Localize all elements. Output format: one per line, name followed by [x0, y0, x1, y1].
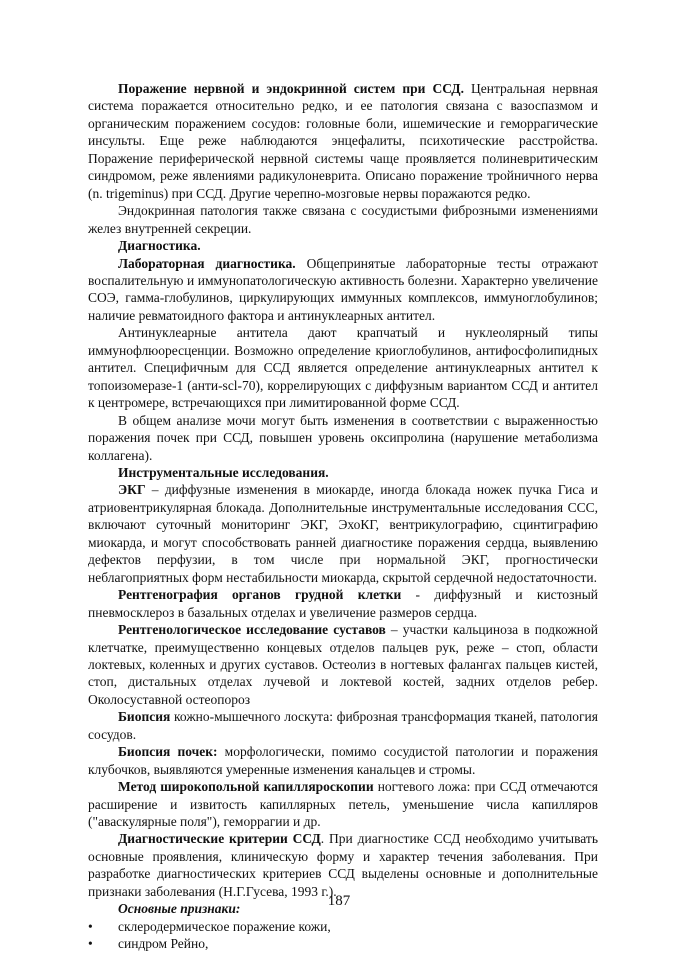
paragraph-heading: Рентгенологическое исследование суставов: [118, 622, 386, 638]
paragraph-text: – участки кальциноза в подкожной клетчатке, преимущественно концевых отделов пальцев рук, реже – стоп, области локтевых, коленных и других суставов. Остеолиз в ногтевых фалангах пальцев кистей, стоп, дистальных отделах лучевой и локтевой костей, задних отделов ребер. Околосуставной остеопороз: [88, 622, 598, 707]
bullet-list: [88, 918, 598, 953]
paragraph-heading: Рентгенография органов грудной клетки: [118, 587, 402, 603]
bullet-marker: •: [88, 936, 93, 952]
paragraph-text: Центральная нервная система поражается относительно редко, и ее патология связана с вазоспазмом и органическим поражением сосудов: головные боли, ишемические и геморрагические инсульты. Еще реже наблюдаются энцефалиты, психотические расстройства. Поражение периферической нервной системы чаще проявляется полиневритическим синдромом, реже явлениями радикулоневрита. Описано поражение тройничного нерва (n. trigeminus) при ССД. Другие черепно-мозговые нервы поражаются редко.: [88, 81, 599, 201]
page-number: 187: [327, 893, 351, 909]
bullet-marker: •: [88, 918, 93, 934]
paragraph-text: Общепринятые лабораторные тесты отражают воспалительную и иммунопатологическую активность болезни. Характерно увеличение СОЭ, гамма-глобулинов, циркулирующих иммунных комплексов, иммуноглобулинов; наличие ревматоидного фактора и антинуклеарных антител.: [88, 255, 598, 323]
paragraph-text: - диффузный и кистозный пневмосклероз в базальных отделах и увеличение размеров сердца.: [88, 587, 598, 620]
paragraph-text: В общем анализе мочи могут быть изменения в соответствии с выраженностью поражения почек при ССД, повышен уровень оксипролина (нарушение метаболизма коллагена).: [88, 412, 598, 463]
paragraph-text: ногтевого ложа: при ССД отмечаются расширение и извитость капиллярных петель, уменьшение числа капилляров ("аваскулярные поля"), геморрагии и др.: [88, 779, 598, 830]
paragraph: [88, 202, 598, 237]
paragraph-heading: Метод широкопольной капилляроскопии: [118, 779, 374, 795]
paragraph: [88, 255, 598, 325]
paragraph-heading: Поражение нервной и эндокринной систем при ССД.: [118, 81, 464, 96]
paragraph: [88, 80, 598, 202]
paragraph-heading: Биопсия: [118, 709, 171, 725]
paragraph: [88, 778, 598, 830]
list-item: [88, 935, 598, 952]
paragraph-heading: Биопсия почек:: [118, 744, 218, 760]
paragraph-text: . При диагностике ССД необходимо учитывать основные проявления, клиническую форму и характер течения заболевания. При разработке диагностических критериев ССД выделены основные и дополнительные признаки заболевания (Н.Г.Гусева, 1993 г.).: [88, 831, 598, 899]
paragraph-text: Антинуклеарные антитела дают крапчатый и нуклеолярный типы иммунофлюоресценции. Возможно определение криоглобулинов, антифосфолипидных антител. Специфичным для ССД является определение антинуклеарных антител к топоизомеразе-1 (анти-scl-70), коррелирующих с диффузным вариантом ССД и антител к центромере, встречающихся при лимитированной форме ССД.: [88, 325, 598, 411]
section-heading: Инструментальные исследования.: [118, 464, 329, 480]
paragraph-text: кожно-мышечного лоскута: фиброзная трансформация тканей, патология сосудов.: [88, 709, 598, 742]
paragraph: [88, 412, 598, 464]
document-page: [88, 80, 599, 952]
paragraph: [88, 324, 598, 411]
paragraph: [88, 481, 598, 586]
paragraph-text: морфологически, помимо сосудистой патологии и поражения клубочков, выявляются умеренные изменения канальцев и стромы.: [88, 744, 598, 777]
paragraph: [88, 708, 598, 743]
paragraph: [88, 743, 598, 778]
paragraph-heading: Лабораторная диагностика.: [118, 255, 296, 271]
list-item-text: синдром Рейно,: [118, 936, 209, 952]
paragraph: [88, 621, 598, 708]
paragraph-heading: Диагностические критерии ССД: [118, 831, 321, 847]
paragraph: [88, 586, 598, 621]
paragraph-heading: ЭКГ: [118, 482, 146, 498]
list-item: [88, 918, 598, 935]
subsection-heading: Основные признаки:: [118, 901, 241, 917]
paragraph: [88, 830, 598, 900]
list-item-text: склеродермическое поражение кожи,: [118, 918, 331, 934]
paragraph-text: – диффузные изменения в миокарде, иногда блокада ножек пучка Гиса и атриовентрикулярная блокада. Дополнительные инструментальные исследования ССС, включают суточный мониторинг ЭКГ, ЭхоКГ, вентрикулографию, сцинтиграфию миокарда, и могут способствовать ранней диагностике поражения сердца, выявлению дефектов перфузии, в том числе при нормальной ЭКГ, прогностически неблагоприятных форм нестабильности миокарда, скрытой сердечной недостаточности.: [88, 482, 598, 585]
paragraph-text: Эндокринная патология также связана с сосудистыми фиброзными изменениями желез внутренней секреции.: [88, 203, 598, 236]
section-heading: Диагностика.: [118, 238, 201, 254]
